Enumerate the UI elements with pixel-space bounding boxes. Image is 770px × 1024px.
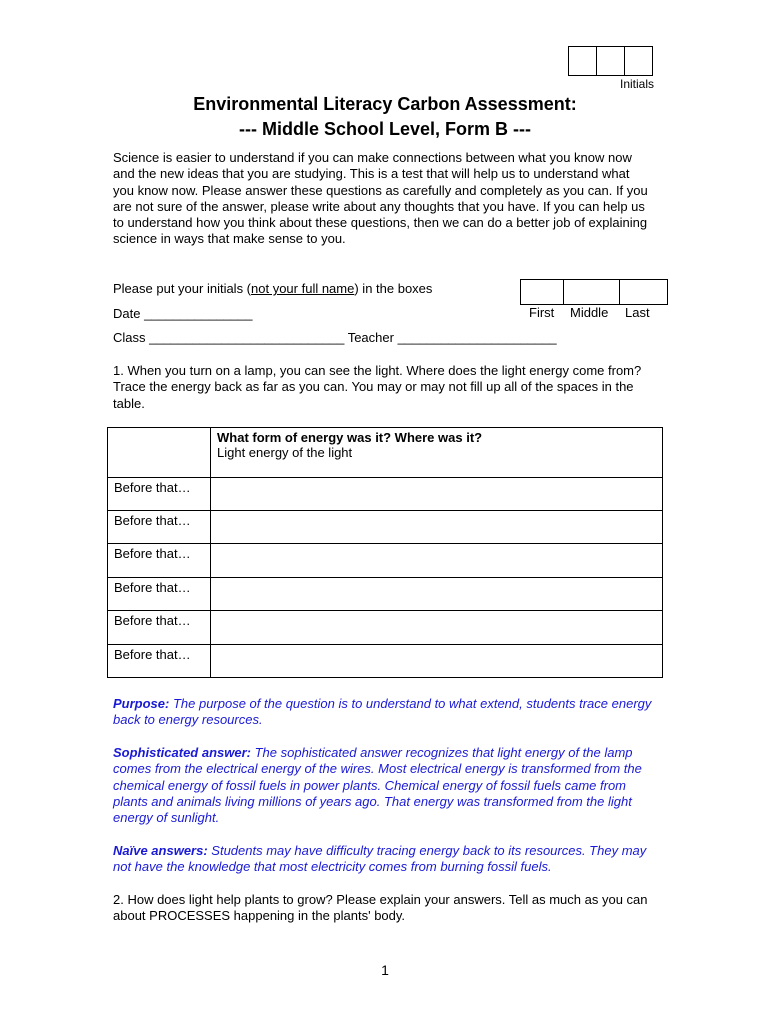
- date-field[interactable]: Date _______________: [113, 306, 253, 321]
- sophisticated-text: The sophisticated answer recognizes that light energy of the lamp comes from the electrical energy of the wires. Most electrical energy is transformed from the chemical energy of fossil fuels in power plants. Chemical energy of fossil fuels came from plants and animals living millions of years ago. That energy was transformed from the light energy of sunlight.: [113, 745, 642, 826]
- purpose-note: [113, 696, 653, 729]
- row-label: Before that…: [108, 645, 211, 678]
- question-1-text: 1. When you turn on a lamp, you can see the light. Where does the light energy come from? Trace the energy back as far as you can. You may or may not fill up all of the spaces in the table.: [113, 363, 642, 411]
- first-initial-box[interactable]: [520, 279, 564, 305]
- purpose-label: Purpose:: [113, 696, 170, 711]
- row-label: Before that…: [108, 511, 211, 544]
- answer-cell[interactable]: [211, 578, 663, 611]
- caption-last: Last: [625, 305, 650, 320]
- row-label: Before that…: [108, 478, 211, 511]
- initials-boxes-top: [569, 46, 653, 76]
- table-row: [108, 478, 663, 511]
- initial-box-3[interactable]: [624, 46, 653, 76]
- page-number: 1: [381, 962, 389, 978]
- table-header: What form of energy was it? Where was it?: [217, 430, 483, 445]
- naive-text: Students may have difficulty tracing energy back to its resources. They may not have the knowledge that most electricity comes from burning fossil fuels.: [113, 843, 647, 875]
- intro-paragraph: Science is easier to understand if you can make connections between what you know now and the new ideas that you are studying. This is a test that will help us to understand what you know now. Please answer these questions as carefully and completely as you can. If you are not sure of the answer, please write about any thoughts that you have. If you can help us to understand how you think about these questions, then we can do a better job of explaining science in ways that make sense to you.: [113, 150, 648, 247]
- first-row-value: Light energy of the light: [217, 445, 353, 460]
- initial-box-1[interactable]: [568, 46, 597, 76]
- table-row: [108, 511, 663, 544]
- initials-label: Initials: [620, 77, 655, 91]
- energy-trace-table: [107, 427, 663, 678]
- caption-first: First: [529, 305, 555, 320]
- table-row: [108, 428, 663, 478]
- answer-cell[interactable]: [211, 511, 663, 544]
- row-label: Before that…: [108, 578, 211, 611]
- naive-label: Naïve answers:: [113, 843, 208, 858]
- page-subtitle: --- Middle School Level, Form B ---: [239, 119, 531, 139]
- row-label: Before that…: [108, 544, 211, 578]
- answer-cell[interactable]: [211, 478, 663, 511]
- sophisticated-note: [113, 745, 653, 826]
- sophisticated-label: Sophisticated answer:: [113, 745, 251, 760]
- purpose-text: The purpose of the question is to understand to what extend, students trace energy back to energy resources.: [113, 696, 652, 728]
- row-label: Before that…: [108, 611, 211, 645]
- initial-box-2[interactable]: [596, 46, 625, 76]
- initials-prompt-post: ) in the boxes: [354, 281, 433, 296]
- initials-prompt-pre: Please put your initials (: [113, 281, 252, 296]
- initials-prompt: [113, 281, 513, 297]
- naive-note: [113, 843, 653, 876]
- name-initials-boxes: [521, 279, 668, 305]
- answer-cell[interactable]: [211, 611, 663, 645]
- table-row: [108, 611, 663, 645]
- class-teacher-field[interactable]: Class ___________________________ Teacher ______________________: [113, 330, 557, 345]
- table-header-cell[interactable]: [211, 428, 663, 478]
- page-title: Environmental Literacy Carbon Assessment:: [193, 94, 577, 114]
- answer-cell[interactable]: [211, 645, 663, 678]
- initials-prompt-underlined: not your full name: [251, 281, 355, 296]
- caption-middle: Middle: [570, 305, 609, 320]
- answer-cell[interactable]: [211, 544, 663, 578]
- question-2-text: 2. How does light help plants to grow? Please explain your answers. Tell as much as you can about PROCESSES happening in the plants' body.: [113, 892, 648, 924]
- middle-initial-box[interactable]: [563, 279, 620, 305]
- table-row: [108, 544, 663, 578]
- last-initial-box[interactable]: [619, 279, 668, 305]
- table-row: [108, 578, 663, 611]
- table-cell-empty: [108, 428, 211, 478]
- table-row: [108, 645, 663, 678]
